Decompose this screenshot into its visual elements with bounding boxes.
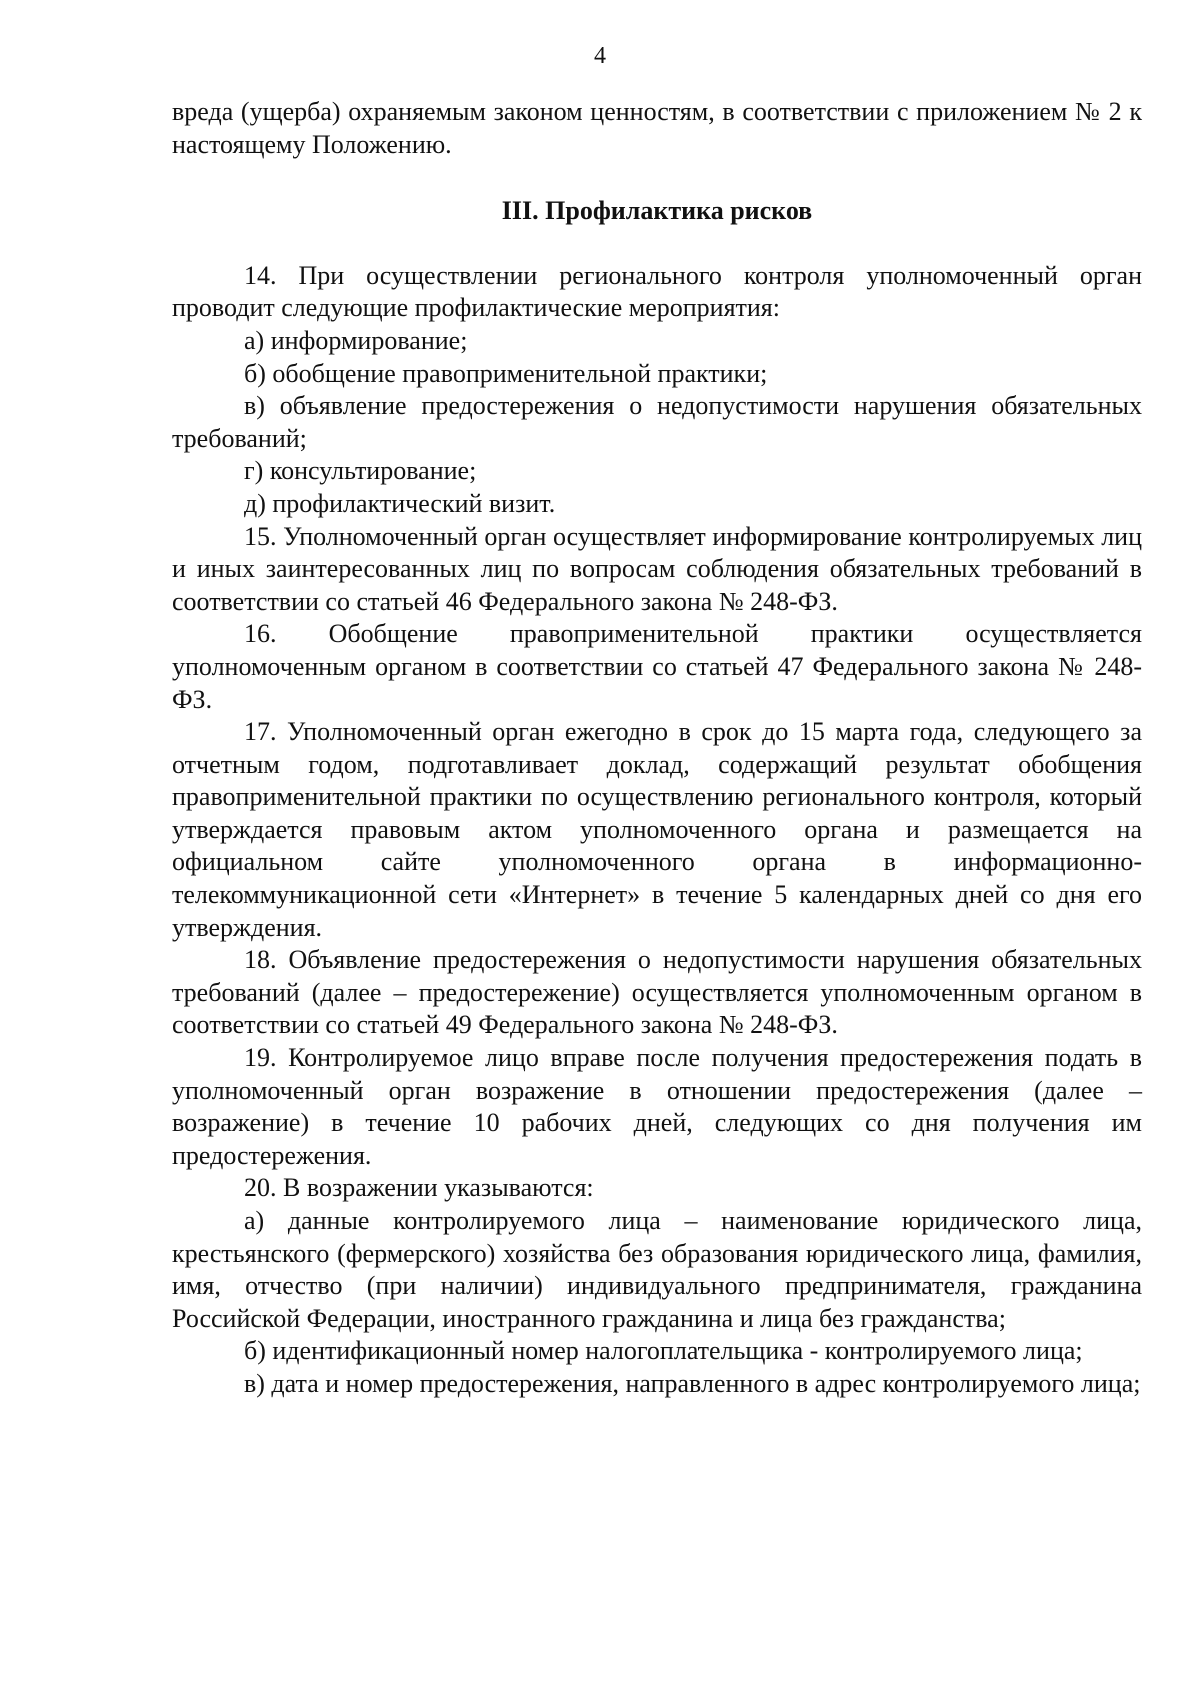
section-heading: III. Профилактика рисков — [501, 196, 813, 226]
list-item-a: а) информирование; — [244, 325, 468, 355]
objection-item-v: в) дата и номер предостережения, направленного в адрес контролируемого лица; — [244, 1368, 1141, 1398]
paragraph-20: 20. В возражении указываются: — [244, 1173, 594, 1203]
page-number: 4 — [594, 43, 606, 69]
intro-paragraph: вреда (ущерба) охраняемым законом ценностям, в соответствии с приложением № 2 к настоящему Положению. — [172, 97, 1142, 159]
paragraph-18: 18. Объявление предостережения о недопустимости нарушения обязательных требований (далее – предостережение) осуществляется уполномоченным органом в соответствии со статьей 49 Федерального закона № 248-ФЗ. — [172, 945, 1142, 1040]
paragraph-15: 15. Уполномоченный орган осуществляет информирование контролируемых лиц и иных заинтересованных лиц по вопросам соблюдения обязательных требований в соответствии со статьей 46 Федерального закона № 248-ФЗ. — [172, 521, 1142, 616]
paragraph-19: 19. Контролируемое лицо вправе после получения предостережения подать в уполномоченный орган возражение в отношении предостережения (далее – возражение) в течение 10 рабочих дней, следующих со дня получения им предостережения. — [172, 1043, 1142, 1170]
document-body — [172, 96, 1142, 1401]
paragraph-14: 14. При осуществлении регионального контроля уполномоченный орган проводит следующие профилактические мероприятия: — [172, 260, 1142, 323]
paragraph-17: 17. Уполномоченный орган ежегодно в срок до 15 марта года, следующего за отчетным годом, подготавливает доклад, содержащий результат обобщения правоприменительной практики по осуществлению регионального контроля, который утверждается правовым актом уполномоченного органа и размещается на официальном сайте уполномоченного органа в информационно-телекоммуникационной сети «Интернет» в течение 5 календарных дней со дня его утверждения. — [172, 717, 1142, 942]
list-item-d: д) профилактический визит. — [244, 488, 556, 518]
paragraph-16: 16. Обобщение правоприменительной практики осуществляется уполномоченным органом в соответствии со статьей 47 Федерального закона № 248-ФЗ. — [172, 619, 1142, 714]
list-item-v: в) объявление предостережения о недопустимости нарушения обязательных требований; — [172, 391, 1142, 453]
list-item-g: г) консультирование; — [244, 456, 477, 486]
objection-item-b: б) идентификационный номер налогоплательщика - контролируемого лица; — [244, 1336, 1083, 1366]
list-item-b: б) обобщение правоприменительной практики; — [244, 358, 768, 388]
objection-item-a: а) данные контролируемого лица – наименование юридического лица, крестьянского (фермерского) хозяйства без образования юридического лица, фамилия, имя, отчество (при наличии) индивидуального предпринимателя, гражданина Российской Федерации, иностранного гражданина и лица без гражданства; — [172, 1206, 1142, 1333]
